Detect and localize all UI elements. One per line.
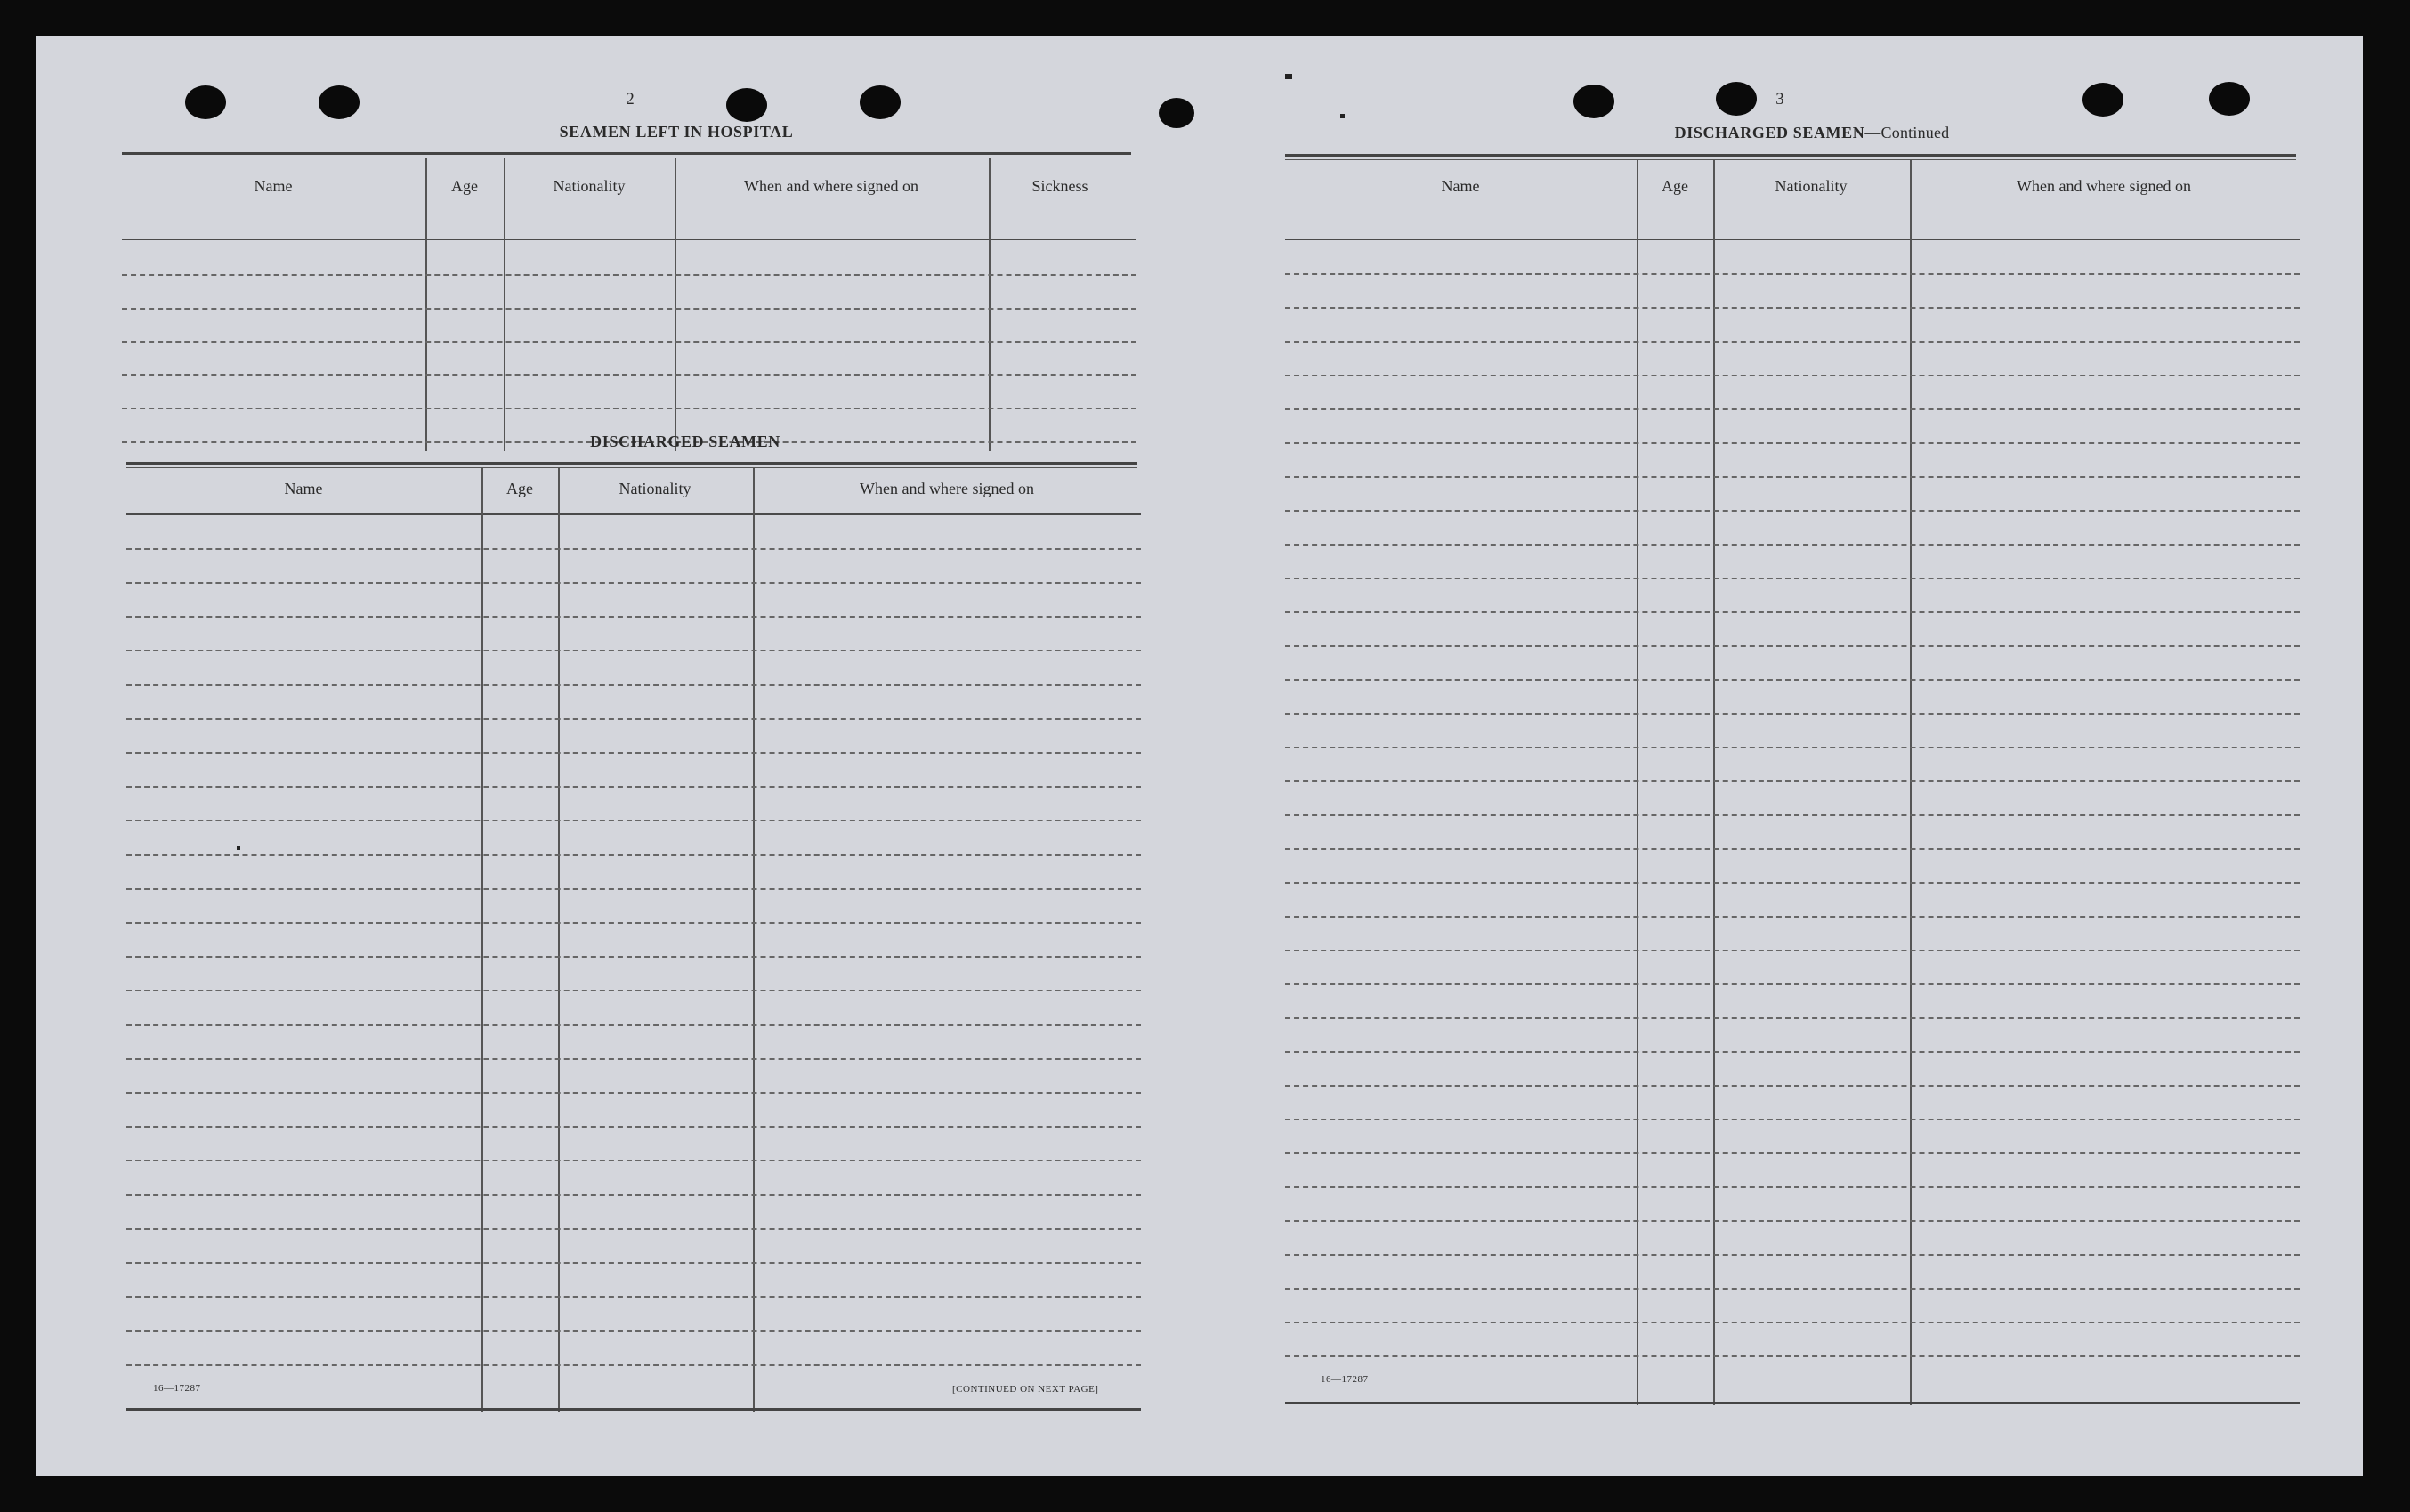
column-header-signed-on: When and where signed on xyxy=(744,177,918,195)
ink-speck xyxy=(1340,114,1345,118)
punch-hole xyxy=(1573,85,1614,118)
discharged-continued-table xyxy=(1285,154,2307,1405)
form-sheet xyxy=(36,36,2363,1476)
hospital-table xyxy=(122,152,1136,451)
punch-hole xyxy=(1716,82,1757,116)
continued-note: [CONTINUED ON NEXT PAGE] xyxy=(952,1384,1099,1395)
column-header-name: Name xyxy=(254,177,293,195)
discharged-table xyxy=(126,462,1141,1412)
punch-hole xyxy=(185,85,226,119)
column-header-sickness: Sickness xyxy=(1031,177,1088,195)
column-header-nationality: Nationality xyxy=(619,480,691,497)
column-header-age: Age xyxy=(451,177,478,195)
column-header-nationality: Nationality xyxy=(1775,177,1848,195)
form-number-left: 16—17287 xyxy=(153,1383,201,1394)
punch-hole xyxy=(319,85,360,119)
title-suffix: —Continued xyxy=(1864,124,1950,141)
hospital-section-title: SEAMEN LEFT IN HOSPITAL xyxy=(559,123,794,141)
punch-hole xyxy=(726,88,767,122)
column-header-name: Name xyxy=(1441,177,1480,195)
title-main: DISCHARGED SEAMEN xyxy=(1674,124,1865,141)
column-header-age: Age xyxy=(506,480,533,497)
punch-hole xyxy=(2209,82,2250,116)
punch-hole xyxy=(2082,83,2123,117)
punch-hole xyxy=(860,85,901,119)
column-header-signed-on: When and where signed on xyxy=(860,480,1034,497)
punch-hole xyxy=(1159,98,1194,128)
page-number-left: 2 xyxy=(626,90,635,109)
page-number-right: 3 xyxy=(1775,90,1784,109)
column-header-nationality: Nationality xyxy=(553,177,626,195)
ink-speck xyxy=(1285,74,1292,79)
column-header-name: Name xyxy=(284,480,323,497)
column-header-age: Age xyxy=(1662,177,1688,195)
discharged-continued-title xyxy=(1572,124,2052,142)
column-header-signed-on: When and where signed on xyxy=(2017,177,2191,195)
form-number-right: 16—17287 xyxy=(1321,1374,1369,1385)
discharged-section-title: DISCHARGED SEAMEN xyxy=(590,433,780,450)
